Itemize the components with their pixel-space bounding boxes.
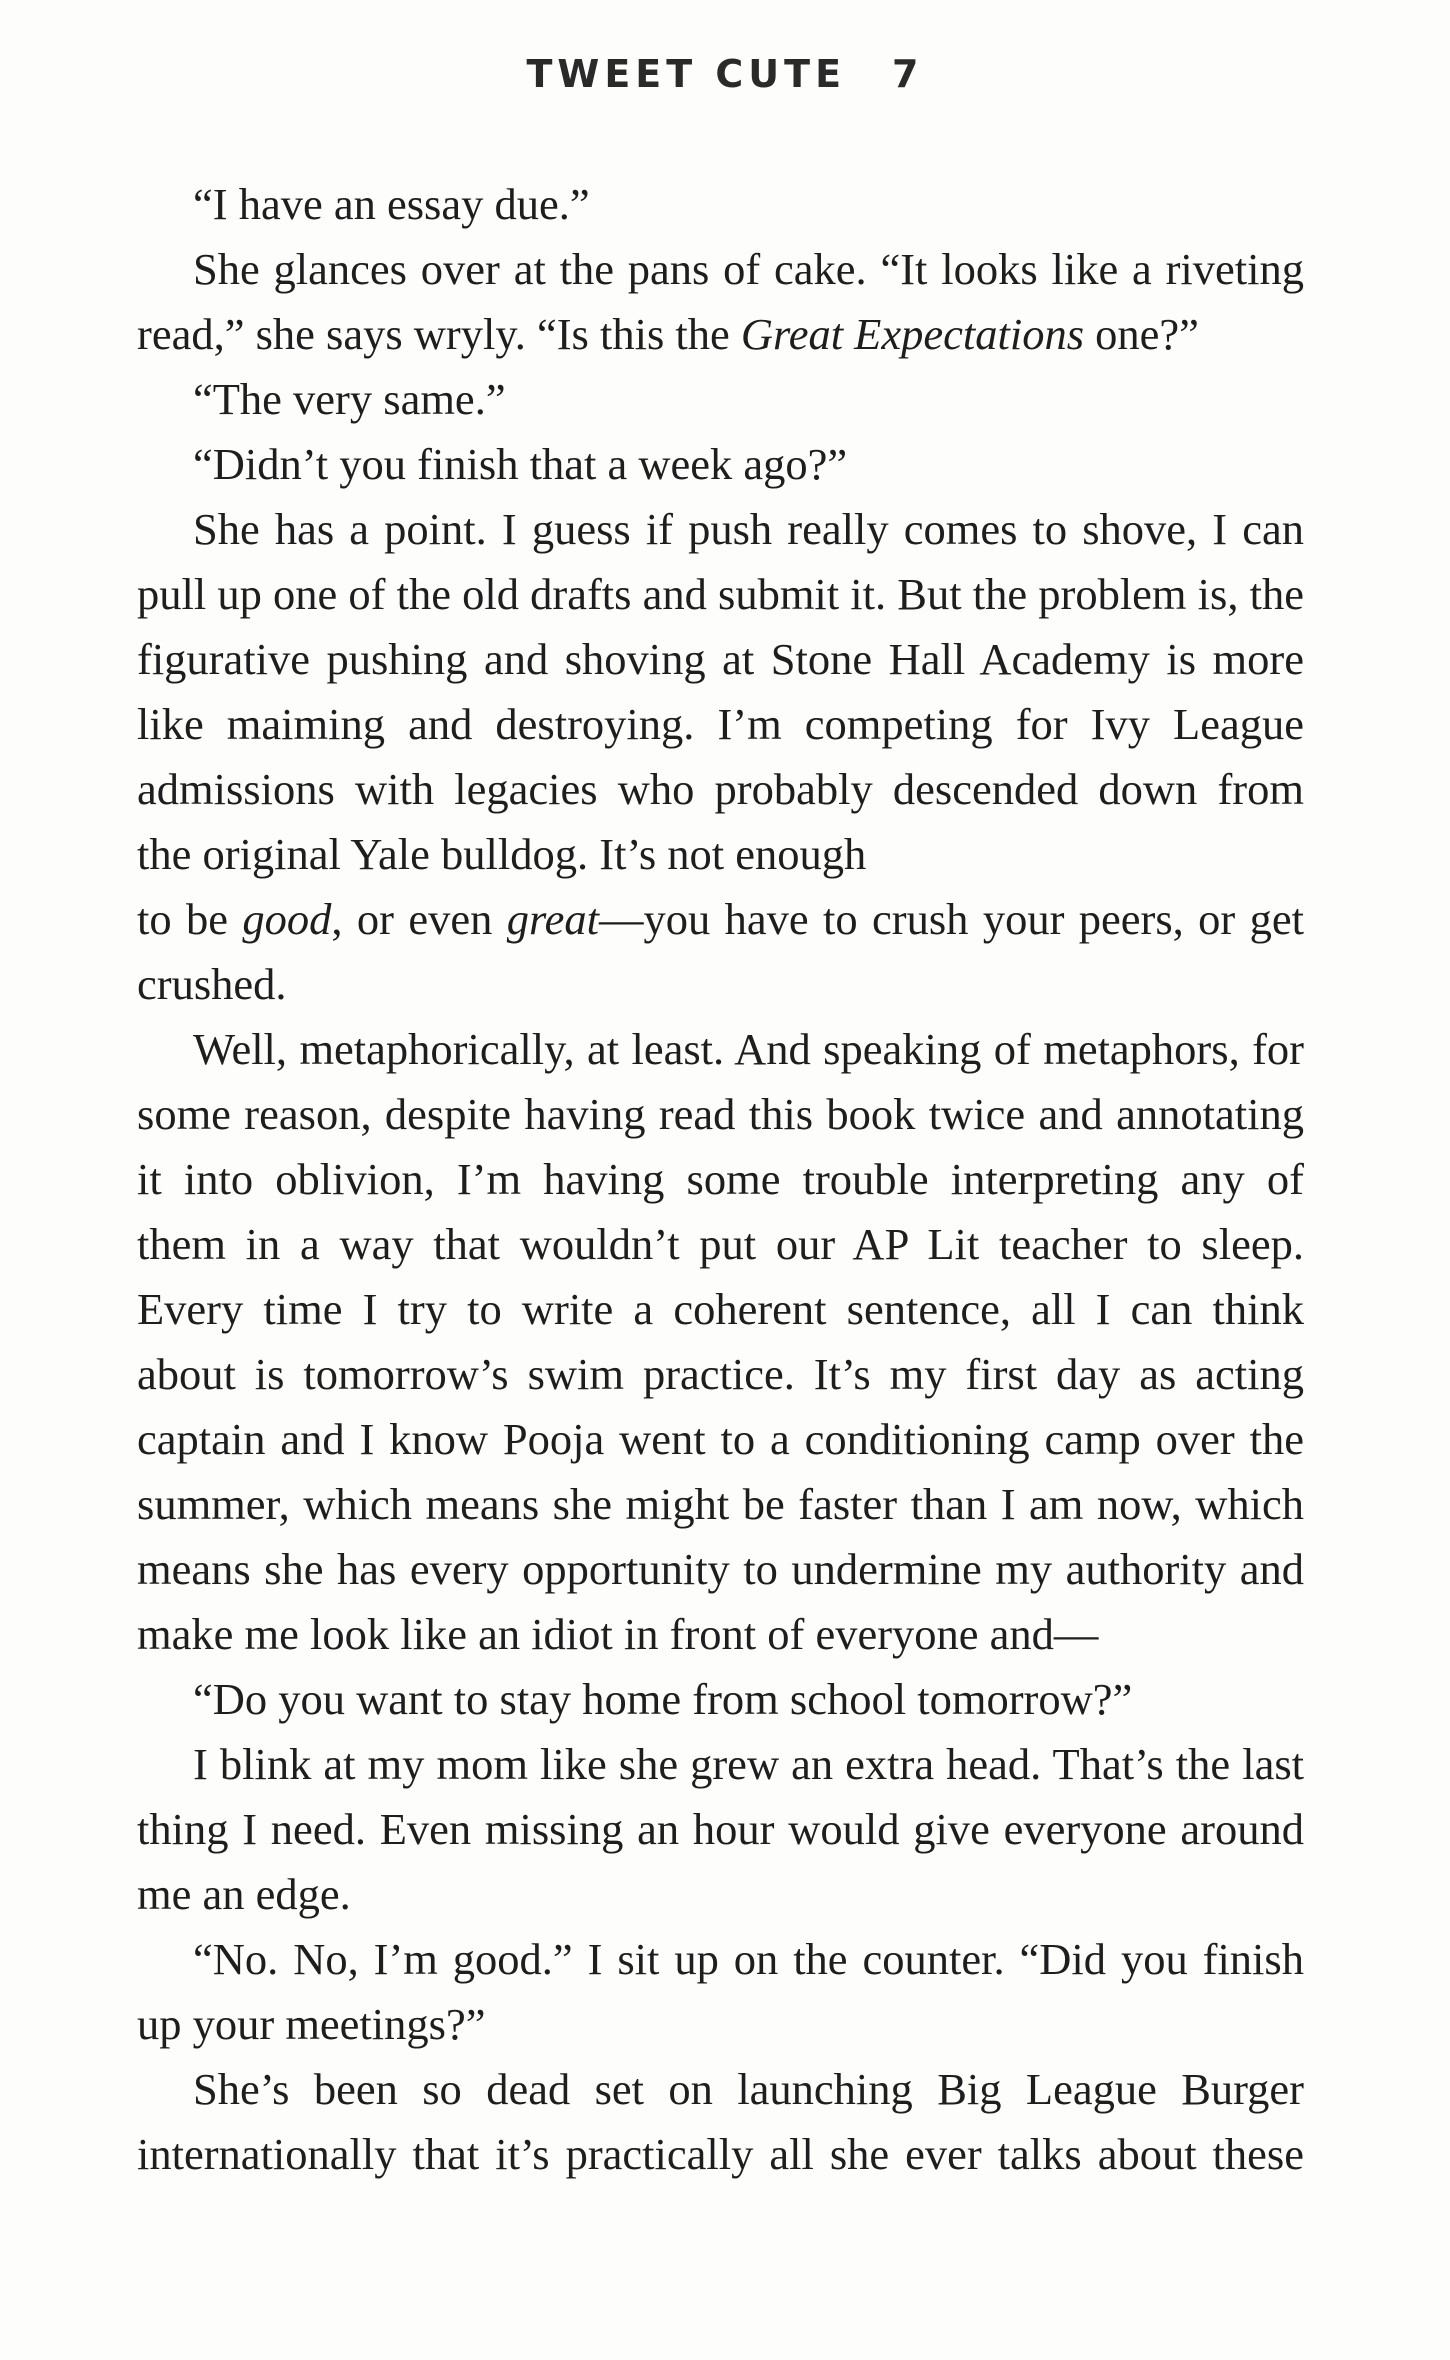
paragraph: She glances over at the pans of cake. “It looks like a riveting read,” she says wryly. “Is this the Great Expectations one?”	[137, 244, 1304, 359]
page-number: 7	[892, 52, 924, 96]
paragraph-continuation: to be good, or even great—you have to crush your peers, or get crushed.	[137, 894, 1304, 1009]
paragraph: “I have an essay due.”	[193, 179, 590, 229]
paragraph: “Didn’t you finish that a week ago?”	[193, 439, 848, 489]
body-text	[137, 172, 1304, 2187]
paragraph: “Do you want to stay home from school tomorrow?”	[193, 1674, 1133, 1724]
paragraph: “No. No, I’m good.” I sit up on the counter. “Did you finish up your meetings?”	[137, 1934, 1304, 2049]
paragraph: “The very same.”	[193, 374, 506, 424]
paragraph: She’s been so dead set on launching Big League Burger internationally that it’s practically all she ever talks about these	[137, 2064, 1304, 2179]
running-head	[0, 52, 1450, 96]
paragraph: She has a point. I guess if push really comes to shove, I can pull up one of the old drafts and submit it. But the problem is, the figurative pushing and shoving at Stone Hall Academy is more like maiming and destroying. I’m competing for Ivy League admissions with legacies who probably descended down from the original Yale bulldog. It’s not enough	[137, 504, 1304, 879]
paragraph: I blink at my mom like she grew an extra head. That’s the last thing I need. Even missing an hour would give everyone around me an edge.	[137, 1739, 1304, 1919]
paragraph: Well, metaphorically, at least. And speaking of metaphors, for some reason, despite having read this book twice and annotating it into oblivion, I’m having some trouble interpreting any of them in a way that wouldn’t put our AP Lit teacher to sleep. Every time I try to write a coherent sentence, all I can think about is tomorrow’s swim practice. It’s my first day as acting captain and I know Pooja went to a conditioning camp over the summer, which means she might be faster than I am now, which means she has every opportunity to undermine my authority and make me look like an idiot in front of everyone and—	[137, 1024, 1304, 1659]
book-title: TWEET CUTE	[526, 52, 847, 96]
